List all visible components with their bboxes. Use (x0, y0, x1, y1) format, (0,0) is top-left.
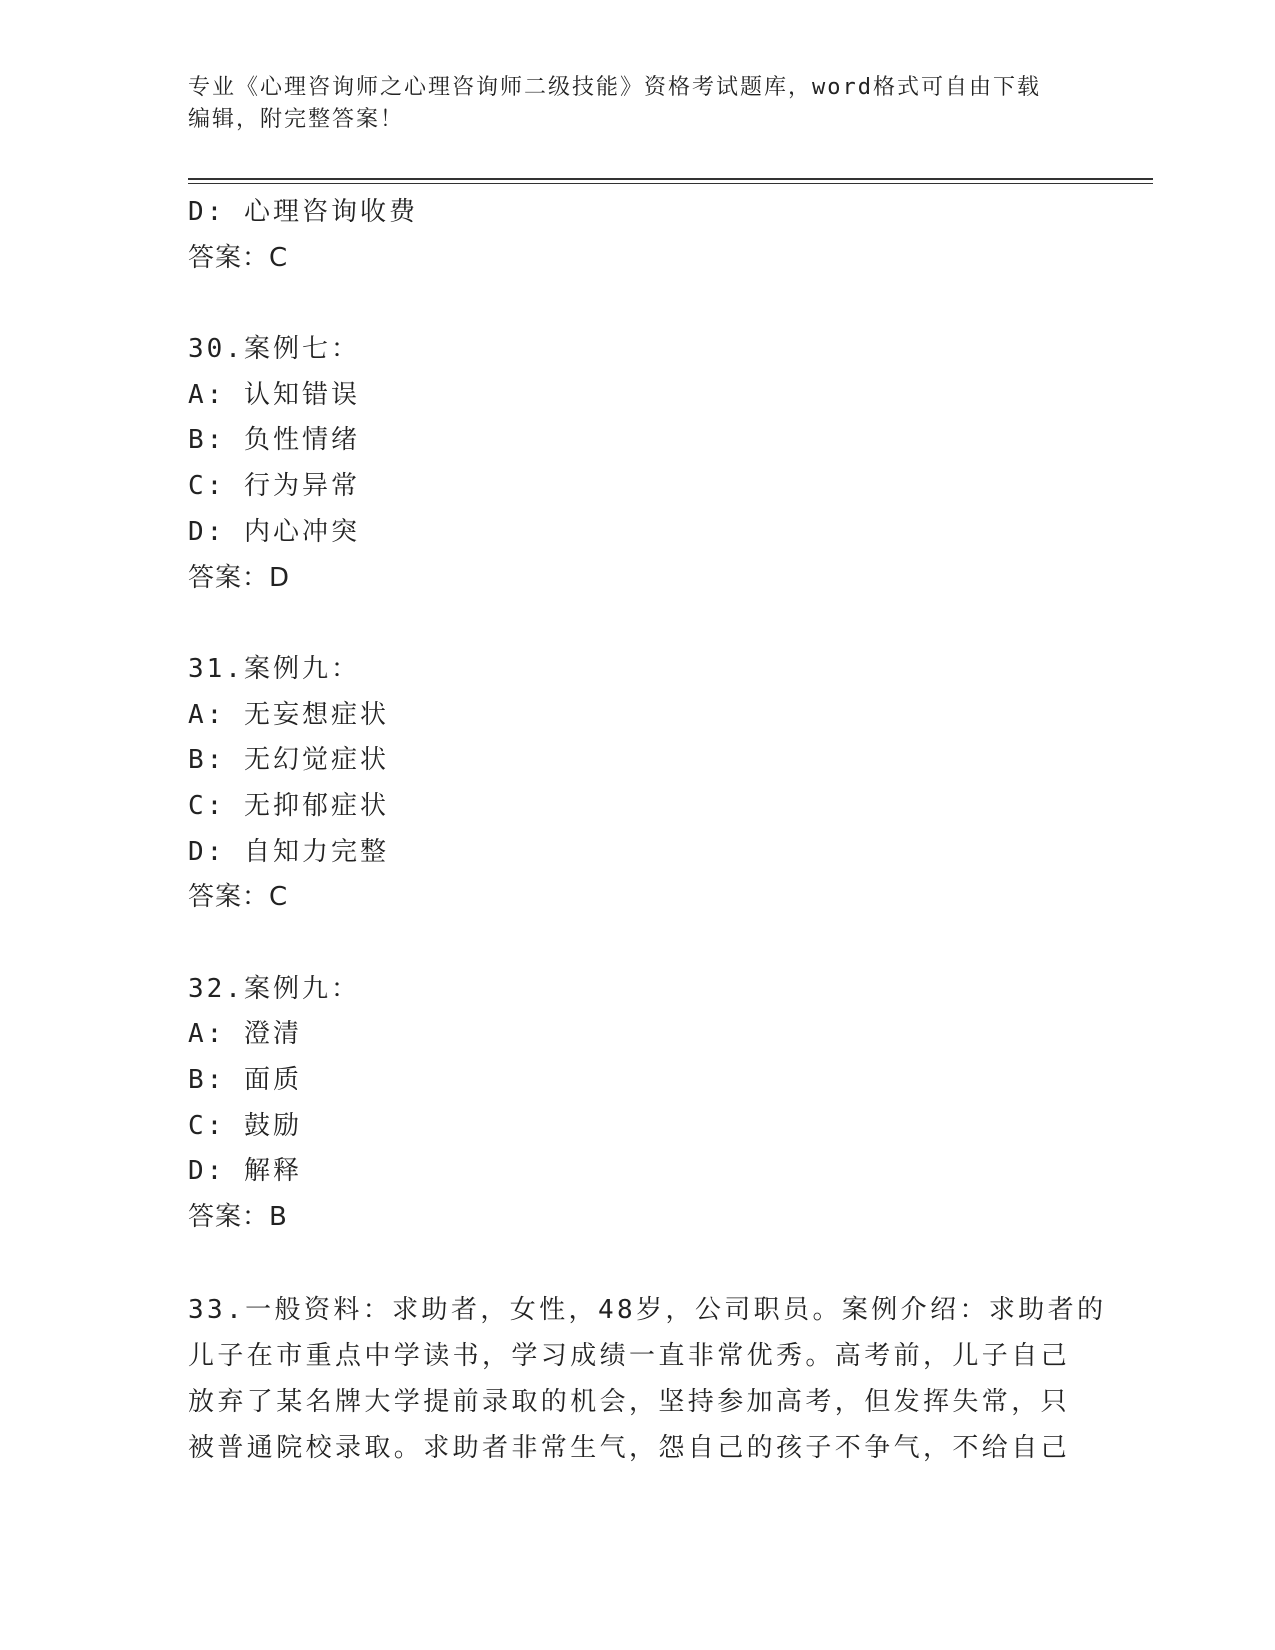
spacer (188, 601, 1088, 647)
option-d: D: 解释 (188, 1156, 302, 1187)
answer-line: 答案：B (188, 1202, 288, 1233)
option-b: B: 无幻觉症状 (188, 745, 389, 776)
header-divider-thick (188, 178, 1153, 180)
question-32 (188, 967, 1088, 1241)
question-title: 30.案例七： (188, 334, 360, 365)
spacer (188, 1241, 1088, 1287)
option-c: C: 无抑郁症状 (188, 790, 389, 821)
spacer (188, 281, 1088, 327)
question-text-line: 被普通院校录取。求助者非常生气，怨自己的孩子不争气，不给自己 (188, 1432, 1071, 1463)
option-c: C: 行为异常 (188, 471, 360, 502)
option-a: A: 认知错误 (188, 379, 360, 410)
header-divider-thin (188, 183, 1153, 184)
question-title: 32.案例九： (188, 973, 360, 1004)
option-b: B: 面质 (188, 1065, 302, 1096)
header-line-1: 专业《心理咨询师之心理咨询师二级技能》资格考试题库，word格式可自由下载 (188, 75, 1041, 100)
question-text-line: 儿子在市重点中学读书，学习成绩一直非常优秀。高考前，儿子自己 (188, 1340, 1071, 1371)
question-30 (188, 327, 1088, 601)
option-a: A: 无妄想症状 (188, 699, 389, 730)
previous-question-tail (188, 190, 1088, 281)
option-b: B: 负性情绪 (188, 425, 360, 456)
question-33 (188, 1287, 1107, 1471)
option-c: C: 鼓励 (188, 1110, 302, 1141)
answer-line: 答案：C (188, 882, 289, 913)
spacer (188, 921, 1088, 967)
question-text-line: 放弃了某名牌大学提前录取的机会，坚持参加高考，但发挥失常，只 (188, 1386, 1071, 1417)
option-d: D: 心理咨询收费 (188, 197, 418, 227)
option-d: D: 内心冲突 (188, 516, 360, 547)
document-header (188, 72, 1088, 136)
question-31 (188, 647, 1088, 921)
option-d: D: 自知力完整 (188, 836, 389, 867)
question-text-line: 33.一般资料：求助者，女性，48岁，公司职员。案例介绍：求助者的 (188, 1294, 1107, 1325)
document-body (188, 190, 1107, 1471)
header-line-2: 编辑，附完整答案！ (188, 107, 405, 132)
question-title: 31.案例九： (188, 653, 360, 684)
option-a: A: 澄清 (188, 1019, 302, 1050)
answer-line: 答案：C (188, 242, 289, 273)
answer-line: 答案：D (188, 562, 291, 593)
